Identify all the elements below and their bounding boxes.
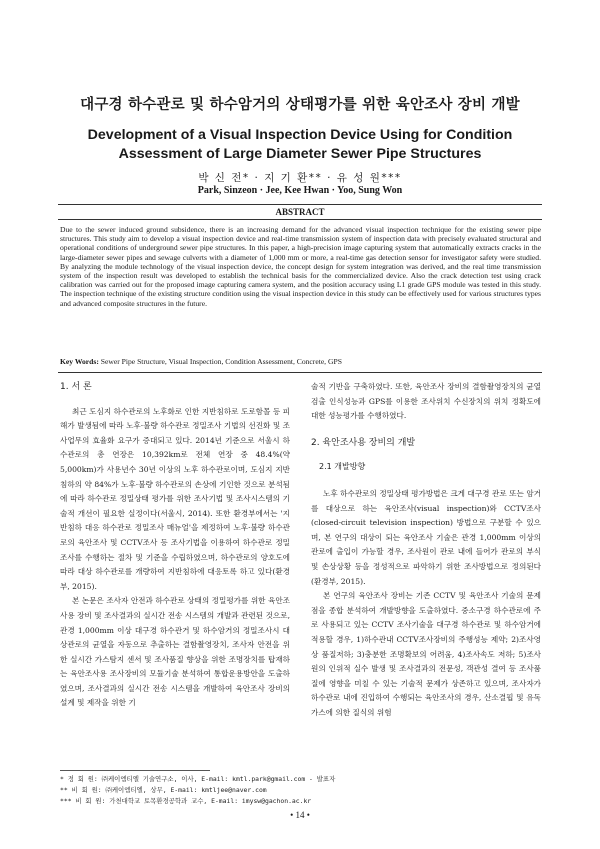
keywords-bottom-rule <box>58 372 542 373</box>
section-2-paragraph-1: 노후 하수관로의 정밀상태 평가방법은 크게 대구경 관로 또는 암거를 대상으로 하는 육안조사(visual inspection)와 CCTV조사(closed-circuit television inspection) 방법으로 구분할 수 있으며, 본 연구의 대상이 되는 육안조사 기술은 관경 1,000mm 이상의 관로에 출입이 가능할 경우, 조사원이 관로 내에 들어가 관로의 부식 및 손상상황 등을 정성적으로 파악하기 위한 조사방법으로 정의된다(환경부, 2015). <box>311 488 541 586</box>
footnote-rule <box>60 770 210 771</box>
left-column <box>60 380 290 711</box>
subsection-2-1-heading: 2.1 개발방향 <box>319 462 366 472</box>
intro-paragraph-2-continued: 술적 기반을 구축하였다. 또한, 육안조사 장비의 결함촬영장치의 균열검출 인식성능과 GPS를 이용한 조사위치 수신장치의 위치 정확도에 대한 성능평가를 수행하였다. <box>311 382 541 421</box>
keywords <box>60 357 541 366</box>
abstract-heading: ABSTRACT <box>275 207 325 217</box>
abstract-text: Due to the sewer induced ground subsidence, there is an increasing demand for the advanced visual inspection technique for the existing sewer pipe structures. This study aim to develop a visual inspection device and real-time transmission system of inspection data with precisely evaluated structural and operational conditions of underground sewer pipe structures. In this paper, a high-precision image capturing system that automatically extracts cracks in the large-diameter sewer pipes and sewage culverts with a diameter of 1,000 mm or more, a real-time gas detection sensor for investigator safety were studied. By analyzing the module technology of the visual inspection device, the concept design for system integration was derived, and the real time transmission system of the inspection result was developed to establish the technical basis for the commercialized device. Also the crack detection test using crack calibration was carried out for the proposed image capturing camera system, and the position accuracy using L1 grade GPS module was tested in this study. The inspection technique of the existing structure condition using the visual inspection device in this study can be effectively used for various structures types and advanced composite structures in the future. <box>60 225 541 308</box>
title-korean: 대구경 하수관로 및 하수암거의 상태평가를 위한 육안조사 장비 개발 <box>80 97 520 113</box>
authors-korean: 박 신 전* · 지 기 환** · 유 성 원*** <box>198 172 402 184</box>
footnote-3: *** 비 회 원: 가천대학교 토목환경공학과 교수, E-mail: imysw@gachon.ac.kr <box>60 796 312 805</box>
page-number: • 14 • <box>290 810 310 820</box>
section-2-paragraph-2: 본 연구의 육안조사 장비는 기존 CCTV 및 육안조사 기술의 문제점을 종합 분석하여 개발방향을 도출하였다. 중소구경 하수관로에 주로 사용되고 있는 CCTV 조사기술을 대구경 하수관로 및 하수암거에 적용할 경우, 1)하수관내 CCTV조사장비의 주행성능 제약; 2)조사영상 품질저하; 3)충분한 조명확보의 어려움, 4)조사속도 저하; 5)조사원의 인위적 실수 발생 및 조사결과의 전문성, 객관성 결여 등 조사품질에 영향을 미칠 수 있는 기술적 문제가 상존하고 있으며, 조사자가 하수관로 내에 진입하여 수행되는 육안조사의 경우, 산소결핍 및 유독가스에 의한 질식의 위험 <box>311 591 541 717</box>
section-2-heading: 2. 육안조사용 장비의 개발 <box>311 437 416 448</box>
footnotes <box>60 774 480 806</box>
section-1-heading: 1. 서 론 <box>60 382 92 392</box>
abstract-heading-rule <box>58 219 542 220</box>
footnote-2: ** 비 회 원: ㈜케이엠티엘, 상무, E-mail: kmtljee@naver.com <box>60 785 267 794</box>
abstract-top-rule <box>58 204 542 205</box>
intro-paragraph-2: 본 논문은 조사자 안전과 하수관로 상태의 정밀평가를 위한 육안조사용 장비 및 조사결과의 실시간 전송 시스템의 개발과 관련된 것으로, 관경 1,000mm 이상 대구경 하수관거 및 하수암거의 정밀조사시 대상관로의 균열을 자동으로 추출하는 결함촬영장치, 조사자 안전을 위한 실시간 가스탐지 센서 및 조사품질 향상을 위한 조명장치를 탑재하는 육안조사용 조사장비의 모듈기술 분석하여 통합운용방안을 도출하였으며, 조사결과의 실시간 전송 시스템을 개발하여 육안조사 장비의 설계 및 제작을 위한 기 <box>60 596 290 708</box>
title-english: Development of a Visual Inspection Device Using for Condition Assessment of Large Diameter Sewer Pipe Structures <box>87 127 513 162</box>
intro-paragraph-1: 최근 도심지 하수관로의 노후화로 인한 지반침하로 도로함몰 등 피해가 발생됨에 따라 노후·불량 하수관로 정밀조사 기법의 선진화 및 조사업무의 효율화 요구가 증대되고 있다. 2014년 기준으로 서울시 하수관로의 총 연장은 10,392km로 전체 연장 중 48.4%(약 5,000km)가 사용년수 30년 이상의 노후 하수관로이며, 도심지 지반침하의 약 84%가 노후·불량 하수관로의 손상에 기인한 것으로 분석됨에 따라 하수관로 정밀상태 평가를 위한 조사기법 및 조사시스템의 기술적 개선이 필요한 실정이다(서울시, 2014). 또한 환경부에서는 '지반침하 대응 하수관로 정밀조사 매뉴얼'을 제정하여 노후·불량 하수관로의 육안조사 및 CCTV조사 등 조사기법을 이용하여 하수관로 정밀조사를 수행하는 절차 및 기준을 수립하였으며, 하수관로의 양호도에 따라 대상 하수관로를 개량하여 지반침하에 대응토록 하고 있다(환경부, 2015). <box>60 406 290 591</box>
keywords-label: Key Words: <box>60 357 99 366</box>
authors-english: Park, Sinzeon · Jee, Kee Hwan · Yoo, Sung Won <box>197 185 403 196</box>
right-column <box>311 380 541 720</box>
footnote-1: * 정 회 원: ㈜케이엠티엘 기술연구소, 이사, E-mail: kmtl.park@gmail.com - 발표자 <box>60 775 336 783</box>
keywords-text: Sewer Pipe Structure, Visual Inspection, Condition Assessment, Concrete, GPS <box>100 357 342 366</box>
